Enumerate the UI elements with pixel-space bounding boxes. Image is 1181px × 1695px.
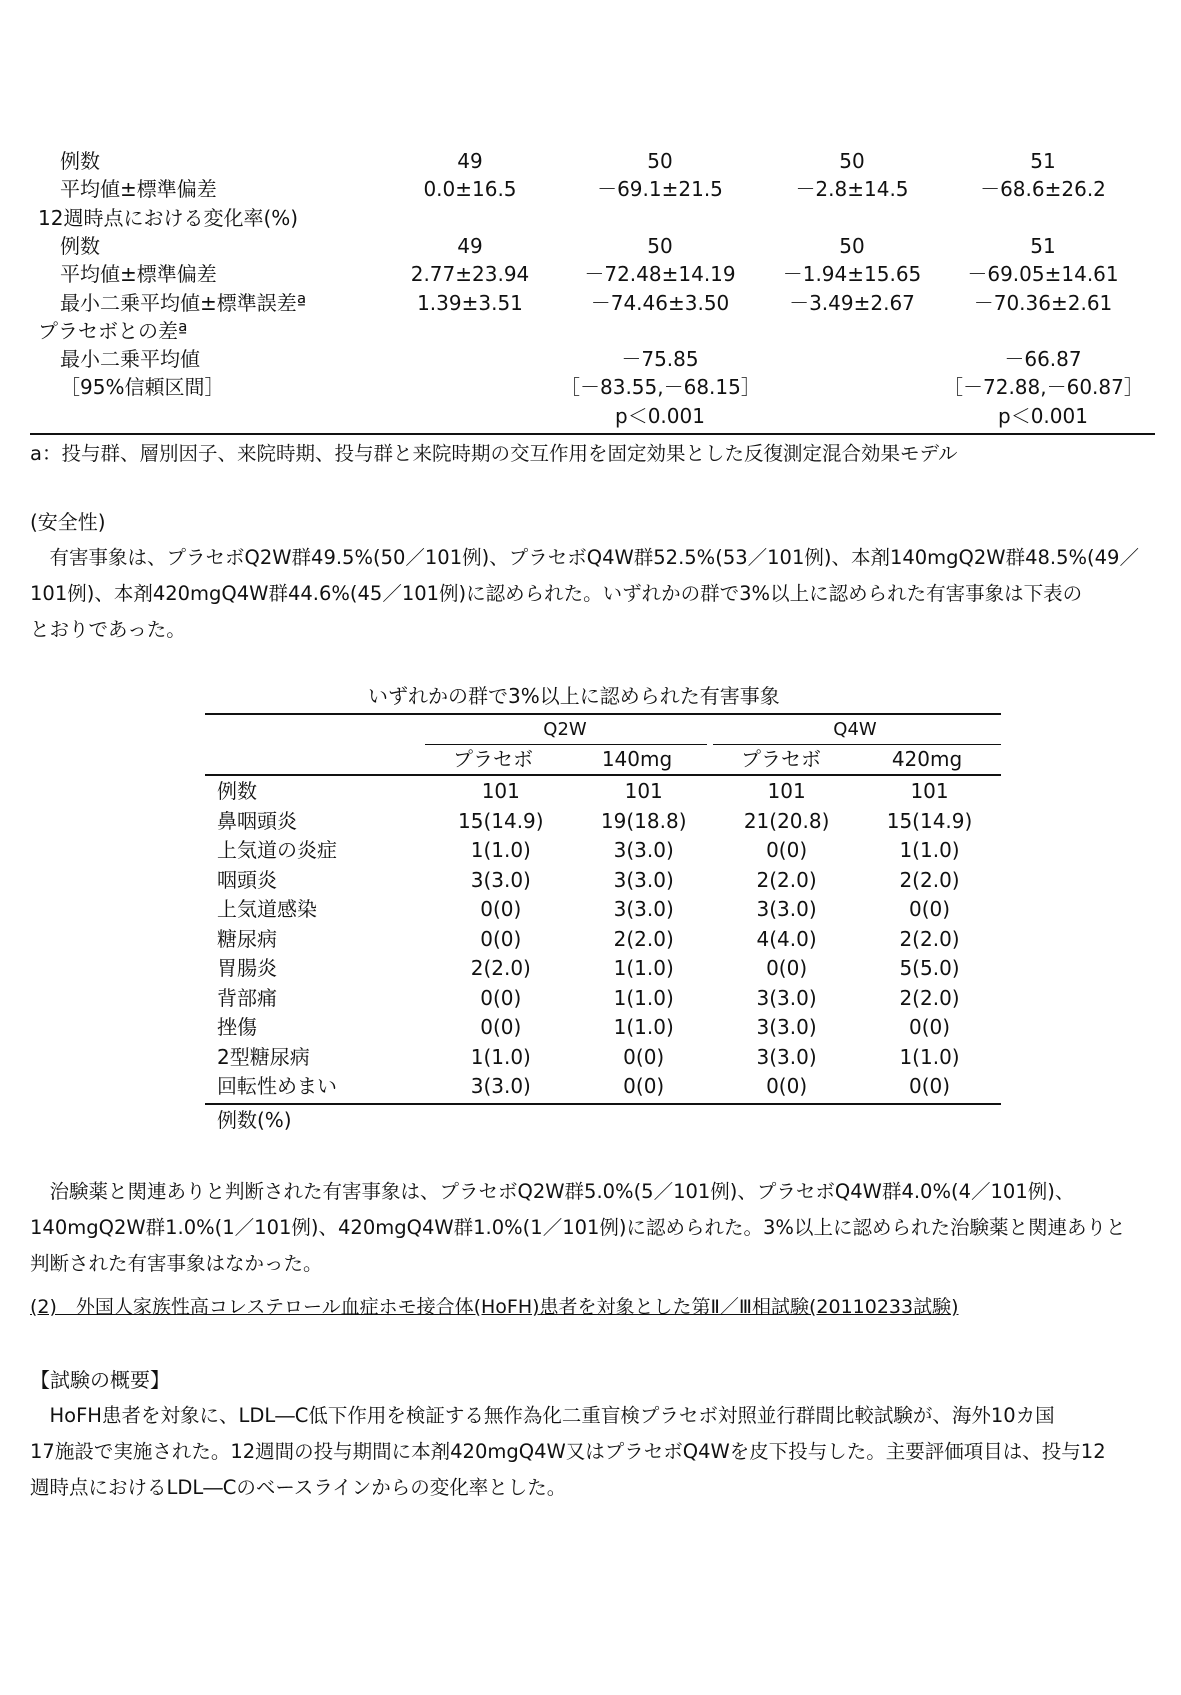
cell-value: 50 bbox=[839, 233, 865, 258]
ae-term: 背部痛 bbox=[217, 985, 277, 1010]
ae-count: 3(3.0) bbox=[613, 838, 674, 862]
ae-count: 3(3.0) bbox=[613, 897, 674, 921]
cell-value: －2.8±14.5 bbox=[795, 177, 909, 202]
ae-count: 1(1.0) bbox=[470, 1044, 531, 1069]
cell-value: 2.77±23.94 bbox=[410, 262, 530, 287]
ae-count: 3(3.0) bbox=[470, 1074, 531, 1098]
cell-value: －74.46±3.50 bbox=[590, 290, 730, 315]
ae-count: 3(3.0) bbox=[756, 985, 817, 1010]
table-row bbox=[205, 984, 1001, 1014]
ae-count: 1(1.0) bbox=[613, 956, 674, 980]
overview-paragraph bbox=[30, 1398, 1155, 1506]
paragraph-line: 週時点におけるLDL―Cのベースラインからの変化率とした。 bbox=[30, 1476, 567, 1499]
cell-value: 51 bbox=[1030, 149, 1056, 173]
table-row bbox=[205, 777, 1001, 807]
ae-count: 0(0) bbox=[623, 1074, 665, 1098]
table-row bbox=[205, 1072, 1001, 1102]
ae-count: 0(0) bbox=[480, 897, 522, 921]
column-header: 420mg bbox=[891, 747, 963, 771]
ae-count: 2(2.0) bbox=[613, 926, 674, 951]
cell-value: 51 bbox=[1030, 233, 1056, 258]
ae-count: 0(0) bbox=[766, 838, 808, 862]
ae-count: 101 bbox=[624, 779, 663, 803]
paragraph-line: 140mgQ2W群1.0%(1／101例)、420mgQ4W群1.0%(1／101例)に認められた。3%以上に認められた治験薬と関連ありと bbox=[30, 1216, 1126, 1239]
table-row bbox=[205, 866, 1001, 896]
ae-count: 4(4.0) bbox=[756, 926, 817, 951]
row-label: 例数 bbox=[60, 233, 100, 258]
ae-term: 咽頭炎 bbox=[217, 867, 277, 892]
ae-table-note: 例数(%) bbox=[217, 1108, 292, 1132]
paragraph-line: 101例)、本剤420mgQ4W群44.6%(45／101例)に認められた。いずれかの群で3%以上に認められた有害事象は下表の bbox=[30, 582, 1083, 605]
paragraph-line: 治験薬と関連ありと判断された有害事象は、プラセボQ2W群5.0%(5／101例)、プラセボQ4W群4.0%(4／101例)、 bbox=[30, 1180, 1075, 1203]
ae-table bbox=[205, 777, 1001, 1102]
ae-count: 19(18.8) bbox=[600, 808, 687, 833]
cell-value: 1.39±3.51 bbox=[417, 290, 523, 315]
cell-value: 0.0±16.5 bbox=[423, 177, 517, 202]
ae-count: 0(0) bbox=[623, 1044, 665, 1069]
ae-count: 3(3.0) bbox=[756, 1044, 817, 1069]
table-row bbox=[205, 836, 1001, 866]
cell-value: 50 bbox=[839, 149, 865, 173]
ae-count: 1(1.0) bbox=[613, 985, 674, 1010]
ae-count: 0(0) bbox=[480, 1015, 522, 1039]
table-bottom-rule bbox=[30, 433, 1155, 435]
related-paragraph bbox=[30, 1174, 1155, 1282]
cell-value: 50 bbox=[647, 149, 673, 173]
ae-count: 1(1.0) bbox=[899, 838, 960, 862]
section-title: (2) 外国人家族性高コレステロール血症ホモ接合体(HoFH)患者を対象とした第Ⅱ／Ⅲ相試験(20110233試験) bbox=[30, 1296, 959, 1318]
ae-count: 3(3.0) bbox=[756, 897, 817, 921]
table-row bbox=[205, 807, 1001, 837]
cell-value: p＜0.001 bbox=[998, 403, 1088, 428]
row-label: 最小二乗平均値±標準誤差ª bbox=[60, 290, 307, 315]
cell-value: －1.94±15.65 bbox=[782, 262, 922, 287]
row-label: プラセボとの差ª bbox=[38, 318, 188, 343]
ae-term: 上気道感染 bbox=[217, 897, 317, 921]
ae-count: 15(14.9) bbox=[458, 808, 544, 833]
safety-heading: (安全性) bbox=[30, 510, 106, 534]
ae-count: 3(3.0) bbox=[756, 1015, 817, 1039]
cell-value: 50 bbox=[647, 233, 673, 258]
row-label: ［95%信頼区間］ bbox=[60, 375, 225, 400]
ae-count: 0(0) bbox=[480, 985, 522, 1010]
ae-count: 0(0) bbox=[909, 897, 951, 921]
cell-value: －69.1±21.5 bbox=[597, 177, 723, 202]
column-header: 140mg bbox=[601, 747, 673, 771]
cell-value: －75.85 bbox=[621, 347, 699, 372]
ae-table-bottom-rule bbox=[205, 1103, 1001, 1105]
paragraph-line: とおりであった。 bbox=[30, 618, 186, 641]
ae-count: 21(20.8) bbox=[743, 808, 830, 833]
overview-heading: 【試験の概要】 bbox=[30, 1368, 170, 1392]
ae-count: 0(0) bbox=[766, 956, 808, 980]
ae-count: 3(3.0) bbox=[613, 867, 674, 892]
ae-count: 0(0) bbox=[909, 1015, 951, 1039]
cell-value: 49 bbox=[457, 149, 483, 173]
ae-count: 3(3.0) bbox=[470, 867, 531, 892]
group-header-q4w: Q4W bbox=[833, 719, 877, 740]
table-footnote: a：投与群、層別因子、来院時期、投与群と来院時期の交互作用を固定効果とした反復測定混合効果モデル bbox=[30, 442, 958, 465]
ae-count: 2(2.0) bbox=[899, 926, 960, 951]
ae-count: 1(1.0) bbox=[470, 838, 531, 862]
ae-count: 101 bbox=[910, 779, 949, 803]
table-row bbox=[205, 1013, 1001, 1043]
cell-value: ［－83.55,－68.15］ bbox=[560, 375, 761, 400]
ae-count: 1(1.0) bbox=[613, 1015, 674, 1039]
ae-table-caption: いずれかの群で3%以上に認められた有害事象 bbox=[368, 684, 780, 708]
ae-count: 101 bbox=[481, 779, 520, 803]
row-label: 最小二乗平均値 bbox=[60, 347, 200, 372]
cell-value: ［－72.88,－60.87］ bbox=[943, 375, 1144, 400]
row-label: 平均値±標準偏差 bbox=[60, 177, 217, 202]
cell-value: p＜0.001 bbox=[615, 403, 705, 428]
paragraph-line: 判断された有害事象はなかった。 bbox=[30, 1252, 323, 1275]
cell-value: 49 bbox=[457, 233, 483, 258]
ae-term: 回転性めまい bbox=[217, 1074, 337, 1098]
cell-value: －70.36±2.61 bbox=[973, 290, 1113, 315]
table-row bbox=[205, 925, 1001, 955]
ae-term: 2型糖尿病 bbox=[217, 1044, 310, 1069]
paragraph-line: HoFH患者を対象に、LDL―C低下作用を検証する無作為化二重盲検プラセボ対照並行群間比較試験が、海外10カ国 bbox=[30, 1404, 1055, 1427]
row-label: 12週時点における変化率(%) bbox=[38, 205, 299, 230]
ae-term: 鼻咽頭炎 bbox=[217, 808, 297, 833]
table-row bbox=[205, 1043, 1001, 1073]
table-row bbox=[205, 954, 1001, 984]
ae-count: 2(2.0) bbox=[756, 867, 817, 892]
ae-table-header-rule bbox=[205, 774, 1001, 776]
ae-count: 2(2.0) bbox=[899, 985, 960, 1010]
ae-count: 2(2.0) bbox=[470, 956, 531, 980]
ae-table-top-rule bbox=[205, 713, 1001, 715]
column-header: プラセボ bbox=[453, 747, 533, 771]
ae-count: 101 bbox=[767, 779, 806, 803]
ae-count: 5(5.0) bbox=[899, 956, 960, 980]
cell-value: －72.48±14.19 bbox=[584, 262, 736, 287]
table-row bbox=[205, 895, 1001, 925]
column-header: プラセボ bbox=[741, 747, 821, 771]
ae-term: 糖尿病 bbox=[217, 926, 277, 951]
cell-value: －3.49±2.67 bbox=[789, 290, 915, 315]
ae-count: 2(2.0) bbox=[899, 867, 960, 892]
ae-count: 0(0) bbox=[480, 926, 522, 951]
ae-count: 1(1.0) bbox=[899, 1044, 960, 1069]
group-header-q2w: Q2W bbox=[543, 719, 587, 740]
row-label: 例数 bbox=[60, 149, 100, 173]
ae-term: 上気道の炎症 bbox=[217, 838, 337, 862]
ae-count: 15(14.9) bbox=[886, 808, 973, 833]
ae-term: 例数 bbox=[217, 779, 257, 803]
paragraph-line: 有害事象は、プラセボQ2W群49.5%(50／101例)、プラセボQ4W群52.5%(53／101例)、本剤140mgQ2W群48.5%(49／ bbox=[30, 546, 1139, 569]
row-label: 平均値±標準偏差 bbox=[60, 262, 217, 287]
ae-count: 0(0) bbox=[766, 1074, 808, 1098]
safety-paragraph bbox=[30, 540, 1155, 648]
ae-term: 胃腸炎 bbox=[217, 956, 277, 980]
cell-value: －66.87 bbox=[1004, 347, 1082, 372]
cell-value: －69.05±14.61 bbox=[967, 262, 1119, 287]
cell-value: －68.6±26.2 bbox=[980, 177, 1106, 202]
paragraph-line: 17施設で実施された。12週間の投与期間に本剤420mgQ4W又はプラセボQ4Wを皮下投与した。主要評価項目は、投与12 bbox=[30, 1440, 1106, 1463]
ae-count: 0(0) bbox=[909, 1074, 951, 1098]
ae-term: 挫傷 bbox=[217, 1015, 257, 1039]
